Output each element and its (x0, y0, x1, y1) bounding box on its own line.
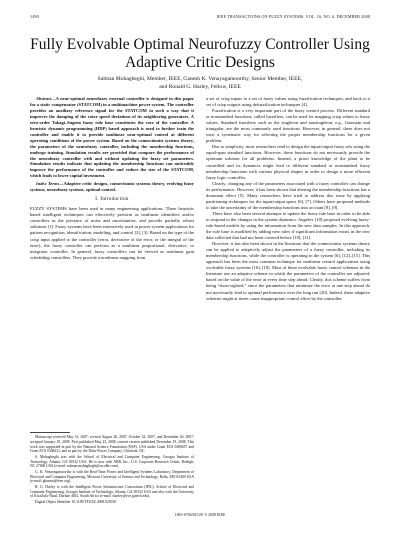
index-terms-label: Index Terms— (36, 181, 64, 187)
paper-title: Fully Evolvable Optimal Neurofuzzy Controller Using Adaptive Critic Designs (30, 36, 370, 71)
footnotes (30, 432, 194, 505)
running-head (30, 14, 370, 22)
footnote-rule (30, 432, 70, 433)
index-terms (30, 181, 194, 193)
abstract-text: A near-optimal neurofuzzy external controller is designed in this paper for a static compensator (STATCOM) in a multimachine power system. The controller provides an auxiliary reference signal for the STATCOM in such a way that it improves the damping of the rotor speed deviations of its neighboring generators. A zero-order Takagi–Sugeno fuzzy rule base constitutes the core of the controller. A heuristic dynamic programming (HDP) based approach is used to further train the controller and enable it to provide nonlinear near-optimal control at different operating conditions of the power system. Based on the connectionist systems theory, the parameters of the neurofuzzy controller, including the membership functions, undergo training. Simulation results are provided that compare the performance of the neurofuzzy controller with and without updating the fuzzy set parameters. Simulation results indicate that updating the membership functions can noticeably improve the performance of the controller and reduce the size of the STATCOM, which leads to lower capital investment. (30, 96, 194, 179)
page-number: 1490 (30, 14, 39, 19)
footnote-4: R. G. Harley is with the Intelligent Power Infrastructure Consortium (IPIC), School of Electrical and Computer Engineering, Georgia Institute of Technology, Atlanta, GA 30332 USA and also with the University of KwaZulu-Natal, Durban 4041, South Africa (e-mail: rharley@ece.gatech.edu). (30, 484, 194, 499)
index-terms-text: Adaptive critic designs, connectionist systems theory, evolving fuzzy systems, neurofuzzy systems, optimal control. (30, 181, 194, 193)
right-paragraph-1: a set of crisp inputs to a set of fuzzy values using fuzzification techniques, and back to a set of crisp outputs using defuzzification techniques [4]. (206, 96, 370, 108)
abstract-label: Abstract— (36, 96, 56, 101)
abstract (30, 96, 194, 179)
intro-paragraph-1: FUZZY SYSTEMS have been used in many engineering applications. These heuristic based intelligent techniques can effectively perform as nonlinear identifiers and/or controllers in the presence of noise and uncertainties, and provide partially robust solutions [1]. Fuzzy systems have been extensively used in power system applications for pattern recognition, identification, modeling, and control [2], [3]. Based on the type of the crisp input applied to the controller (error, derivative of the error, or the integral of the error), the fuzzy controller can perform as a nonlinear proportional, derivative, or integrator controller. In general, fuzzy controllers can be viewed as nonlinear gain scheduling controllers. They provide a nonlinear mapping from (30, 206, 194, 260)
left-column (30, 96, 194, 261)
footnote-1: Manuscript received May 31, 2007; revised August 26, 2007, October 22, 2007, and December 26, 2007; accepted January 19, 2008. First published May 23, 2008; current version published December 19, 2008. This work was supported in part by the National Science Foundation (NSF), USA under Grant ECS 0400657 and Grant ECS 0348221, and in part by the Duke Power Company, Charlotte, NC. (30, 435, 194, 454)
footnote-doi: Digital Object Identifier 10.1109/TFUZZ.2008.925910 (35, 499, 117, 504)
footnote-2: S. Mohagheghi was with the School of Electrical and Computer Engineering, Georgia Institute of Technology, Atlanta, GA 30332 USA. He is now with ABB, Inc., U.S. Corporate Research Center, Raleigh, NC 27606 USA (e-mail: salman.mohagheghi@us.abb.com). (30, 454, 194, 469)
right-paragraph-3: Due to simplicity, most researchers tend to design the input/output fuzzy sets using the equal-span standard functions. However, these functions do not necessarily provide the optimum solution for all problems. Instead, a priori knowledge of the plant to be controlled and its dynamics might lead to different standard or nonstandard fuzzy membership functions with various physical shapes in order to design a more efficient fuzzy logic controller. (206, 144, 370, 180)
right-paragraph-6: However, it has also been shown in the literature that the connectionist systems theory can be applied to adaptively adjust the parameters of a fuzzy controller, including its membership functions, while the controller is operating in the system [6], [12]–[15]. This approach has been the most common technique for nonlinear control applications using evolvable fuzzy systems [16]–[19]. Most of these evolvable fuzzy control schemes in the literature use an adaptive scheme in which the parameters of the controller are adjusted, based on the value of the error at every time step ahead. Clearly, this scheme suffers from being “short-sighted,” since the parameters that minimize the error at one step ahead do not necessarily lead to optimal performance over the long run [20]. Indeed, these adaptive schemes might at times cause inappropriate control effort by the controller. (206, 241, 370, 301)
right-paragraph-5: There have also been several attempts to update the fuzzy rule base in order to be able to respond to the changes in the system dynamics. Angelov [10] proposed evolving fuzzy-rule-based models by using the information from the new data samples. In this approach, the rule base is modified by adding new rules if significant information exists in the new data collected that had not been covered before [10], [11]. (206, 210, 370, 241)
author-block (20, 76, 380, 91)
author-line-2: and Ronald G. Harley, Fellow, IEEE (159, 83, 241, 90)
copyright-footer: 1063-6706/$25.00 © 2008 IEEE (174, 513, 226, 517)
right-paragraph-4: Clearly, changing any of the parameters associated with a fuzzy controller can change its performance. However, it has been shown that altering the membership functions has a dominant effect [5]. Many researchers have tried to address this issue by applying partitioning techniques for the input/output space [6], [7]. Others have proposed methods to take the uncertainty of the membership functions into account [8], [9]. (206, 180, 370, 210)
right-column (206, 96, 370, 302)
right-paragraph-2: Fuzzification is a very important part of the fuzzy control process. Different standard or nonstandard functions, called fuzzifiers, can be used for mapping crisp values to fuzzy values. Standard fuzzifiers such as the singleton and nonsingleton, e.g., Gaussian and triangular, are the most commonly used functions. However, in general, there does not exist a systematic way for selecting the proper membership functions for a given problem. (206, 108, 370, 144)
journal-header: IEEE TRANSACTIONS ON FUZZY SYSTEMS, VOL. 16, NO. 6, DECEMBER 2008 (216, 14, 370, 19)
section-heading: I. Introduction (95, 197, 129, 203)
author-line-1: Salman Mohagheghi, Member, IEEE, Ganesh K. Venayagamoorthy, Senior Member, IEEE, (97, 76, 303, 82)
footnote-3: G. K. Venayagamoorthy is with the Real-Time Power and Intelligent Systems Laboratory, Department of Electrical and Computer Engineering, Missouri University of Science and Technology, Rolla, MO 65409 USA (e-mail: gkumar@ieee.org). (30, 469, 194, 484)
